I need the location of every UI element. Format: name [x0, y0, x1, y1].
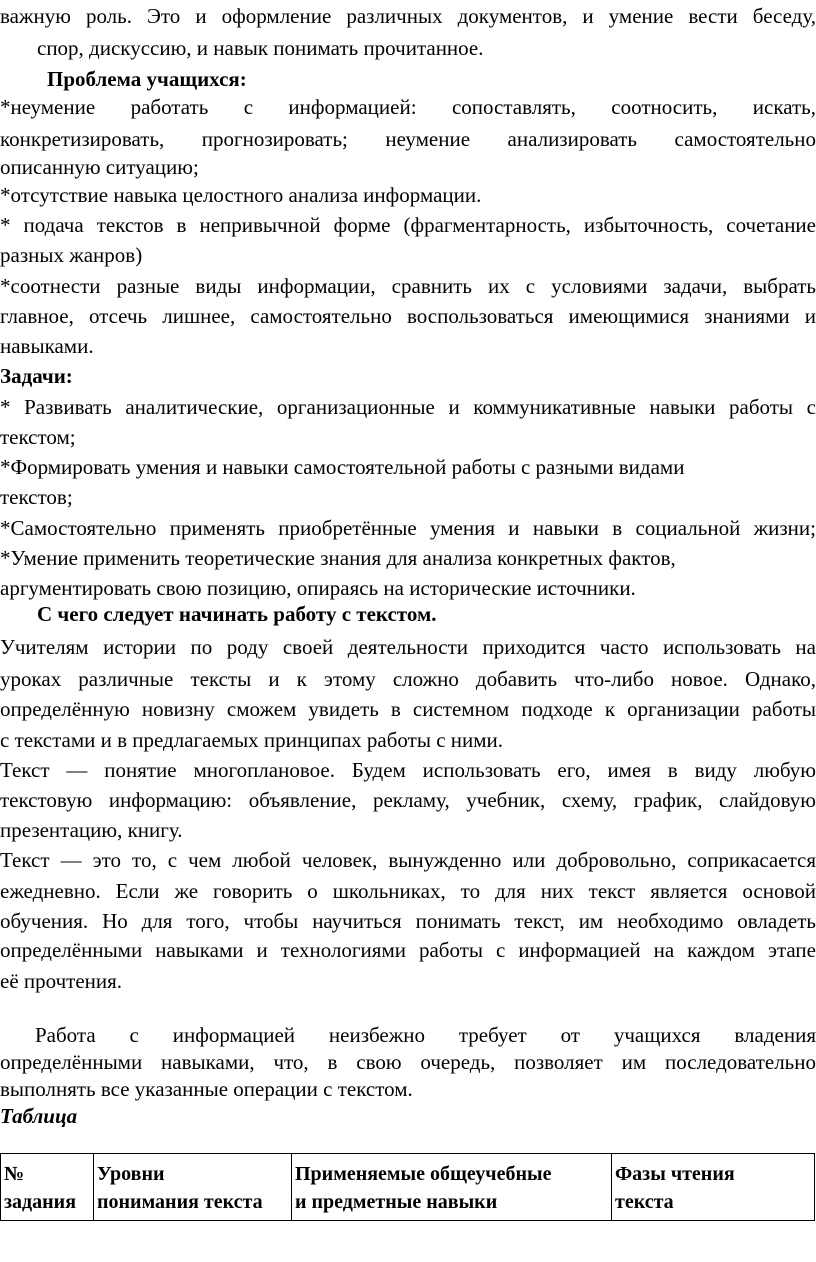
text-line: её прочтения. [0, 969, 123, 993]
text-line: текстом; [0, 425, 76, 449]
text-line: обучения. Но для того, чтобы научиться понимать текст, им необходимо овладеть [0, 909, 816, 933]
text-line: навыками. [0, 334, 94, 358]
text-line: Учителям истории по роду своей деятельности приходится часто использовать на [0, 635, 816, 659]
text-line: уроках различные тексты и к этому сложно добавить что-либо новое. Однако, [0, 667, 816, 691]
header-cell-line: № [4, 1163, 25, 1185]
table-caption: Таблица [0, 1104, 78, 1128]
header-cell-line: и предметные навыки [295, 1191, 498, 1213]
text-line: разных жанров) [0, 243, 143, 267]
header-cell-skills [292, 1154, 612, 1221]
header-cell-reading-phases [612, 1154, 815, 1221]
text-line: выполнять все указанные операции с текстом. [0, 1077, 413, 1101]
text-line: текстовую информацию: объявление, рекламу, учебник, схему, график, слайдовую [0, 788, 816, 812]
text-line: с текстами и в предлагаемых принципах работы с ними. [0, 728, 504, 752]
text-line: * подача текстов в непривычной форме (фрагментарность, избыточность, сочетание [0, 213, 816, 237]
table-header-row [1, 1154, 815, 1221]
text-line: ежедневно. Если же говорить о школьниках, то для них текст является основой [0, 879, 816, 903]
section-heading-tasks: Задачи: [0, 364, 73, 388]
header-cell-line: Применяемые общеучебные [295, 1163, 552, 1185]
header-cell-task-number [1, 1154, 94, 1221]
section-heading-problems: Проблема учащихся: [47, 67, 247, 91]
text-line: *отсутствие навыка целостного анализа информации. [0, 183, 482, 207]
text-line: *Самостоятельно применять приобретённые умения и навыки в социальной жизни; [0, 516, 816, 540]
text-line: аргументировать свою позицию, опираясь на исторические источники. [0, 576, 636, 600]
text-line: Текст — это то, с чем любой человек, вынужденно или добровольно, соприкасается [0, 848, 816, 872]
header-cell-line: Фазы чтения [615, 1163, 735, 1185]
text-line: *соотнести разные виды информации, сравнить их с условиями задачи, выбрать [0, 274, 816, 298]
text-line: текстов; [0, 485, 73, 509]
text-line: *неумение работать с информацией: сопоставлять, соотносить, искать, [0, 95, 816, 119]
header-cell-line: Уровни [97, 1163, 165, 1185]
section-heading-start: С чего следует начинать работу с текстом. [37, 602, 437, 626]
header-cell-line: задания [4, 1191, 77, 1213]
text-line: важную роль. Это и оформление различных документов, и умение вести беседу, [0, 4, 816, 28]
text-line: описанную ситуацию; [0, 155, 199, 179]
text-line: конкретизировать, прогнозировать; неумение анализировать самостоятельно [0, 127, 816, 151]
text-line: главное, отсечь лишнее, самостоятельно воспользоваться имеющимися знаниями и [0, 304, 816, 328]
skills-table [0, 1153, 815, 1221]
text-line: определённую новизну сможем увидеть в системном подходе к организации работы [0, 697, 816, 721]
text-line: Работа с информацией неизбежно требует от учащихся владения [35, 1023, 816, 1047]
header-cell-line: текста [615, 1191, 674, 1213]
text-line: определёнными навыками, что, в свою очередь, позволяет им последовательно [0, 1050, 816, 1074]
header-cell-line: понимания текста [97, 1191, 263, 1213]
text-line: спор, дискуссию, и навык понимать прочитанное. [37, 36, 484, 60]
text-line: *Формировать умения и навыки самостоятельной работы с разными видами [0, 455, 685, 479]
header-cell-levels [94, 1154, 292, 1221]
text-line: *Умение применить теоретические знания для анализа конкретных фактов, [0, 546, 676, 570]
text-line: * Развивать аналитические, организационные и коммуникативные навыки работы с [0, 395, 816, 419]
text-line: презентацию, книгу. [0, 818, 183, 842]
text-line: Текст — понятие многоплановое. Будем использовать его, имея в виду любую [0, 758, 816, 782]
text-line: определёнными навыками и технологиями работы с информацией на каждом этапе [0, 938, 816, 962]
